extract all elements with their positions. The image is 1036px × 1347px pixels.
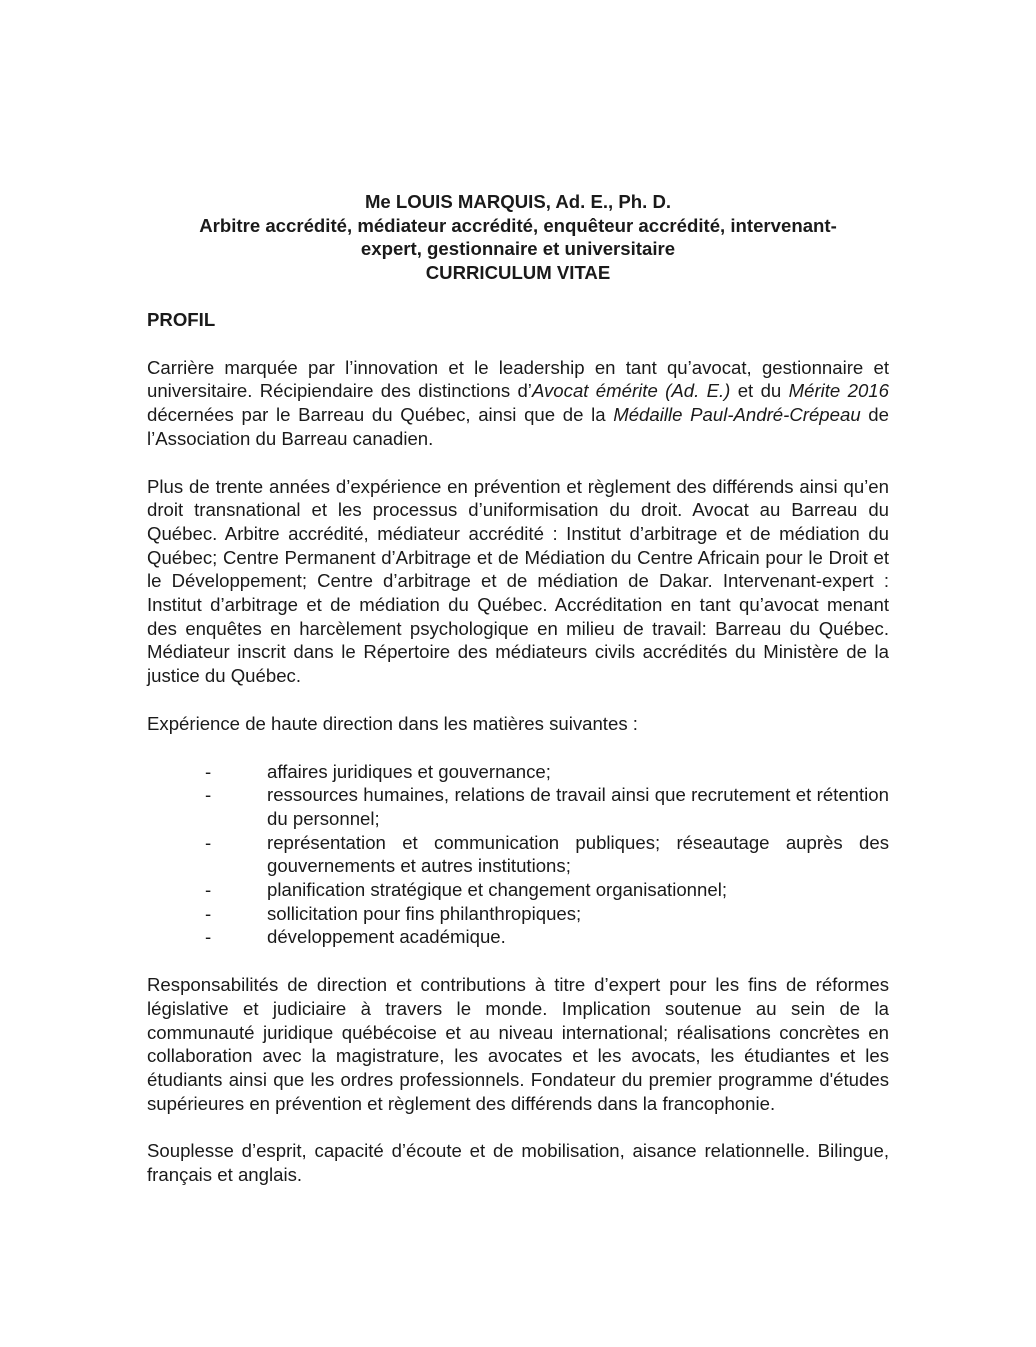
list-item [147,760,889,784]
p1-text-a: Carrière marquée par l’innovation et le leadership en tant qu’avocat, gestionnaire et universitaire. Récipiendaire des distinctions d’ [147,356,889,402]
profile-paragraph-3: Expérience de haute direction dans les matières suivantes : [147,712,638,734]
p1-text-g: de l’Association du Barreau canadien. [147,404,889,449]
document-type: CURRICULUM VITAE [425,261,611,283]
author-titles-line-2: expert, gestionnaire et universitaire [360,238,676,260]
section-heading-profile: PROFIL [147,309,216,330]
list-item-text: développement académique. [267,926,506,948]
bullet-dash: - [205,902,212,924]
author-titles-line-1: Arbitre accrédité, médiateur accrédité, enquêteur accrédité, intervenant- [199,214,837,236]
list-item [147,902,889,926]
cv-header [140,190,896,284]
author-name: Me LOUIS MARQUIS, Ad. E., Ph. D. [364,191,672,212]
list-item-text: représentation et communication publiques; réseautage auprès des gouvernements et autres institutions; [267,831,889,877]
bullet-dash: - [205,831,212,853]
profile-paragraph-5: Souplesse d’esprit, capacité d’écoute et de mobilisation, aisance relationnelle. Bilingue, français et anglais. [147,1140,889,1186]
expertise-list [147,760,889,950]
list-item-text: affaires juridiques et gouvernance; [267,760,551,782]
p1-distinction-merite: Mérite 2016 [788,380,889,402]
p1-distinction-avocat-emerite: Avocat émérite (Ad. E.) [531,380,731,402]
list-item-text: ressources humaines, relations de travail ainsi que recrutement et rétention du personnel; [267,784,889,829]
list-item-text: sollicitation pour fins philanthropiques; [267,902,582,924]
list-item-text: planification stratégique et changement organisationnel; [267,879,727,901]
p1-text-c: et du [730,380,789,402]
bullet-dash: - [205,926,212,948]
p1-distinction-medaille: Médaille Paul-André-Crépeau [613,404,861,426]
profile-paragraph-2: Plus de trente années d’expérience en prévention et règlement des différends ainsi qu’en droit transnational et les processus d’uniformisation du droit. Avocat au Barreau du Québec. Arbitre accrédité, médiateur accrédité : Institut d’arbitrage et de médiation du Québec; Centre Permanent d’Arbitrage et de Médiation du Centre Africain pour le Droit et le Développement; Centre d’arbitrage et de médiation de Dakar. Intervenant-expert : Institut d’arbitrage et de médiation du Québec. Accréditation en tant qu’avocat menant des enquêtes en harcèlement psychologique en milieu de travail: Barreau du Québec. Médiateur inscrit dans le Répertoire des médiateurs civils accrédités du Ministère de la justice du Québec. [147,475,889,687]
list-item [147,831,889,878]
cv-body [147,308,889,1211]
bullet-dash: - [205,784,212,806]
p1-text-e: décernées par le Barreau du Québec, ainsi que de la [147,404,614,426]
profile-paragraph-1 [147,356,889,451]
list-item [147,783,889,830]
bullet-dash: - [205,760,212,782]
list-item [147,878,889,902]
list-item [147,925,889,949]
bullet-dash: - [205,879,212,901]
profile-paragraph-4: Responsabilités de direction et contributions à titre d’expert pour les fins de réformes législative et judiciaire à travers le monde. Implication soutenue au sein de la communauté juridique québécoise et au niveau international; réalisations concrètes en collaboration avec la magistrature, les avocates et les avocats, les étudiantes et les étudiants ainsi que les ordres professionnels. Fondateur du premier programme d'études supérieures en prévention et règlement des différends dans la francophonie. [147,974,889,1114]
